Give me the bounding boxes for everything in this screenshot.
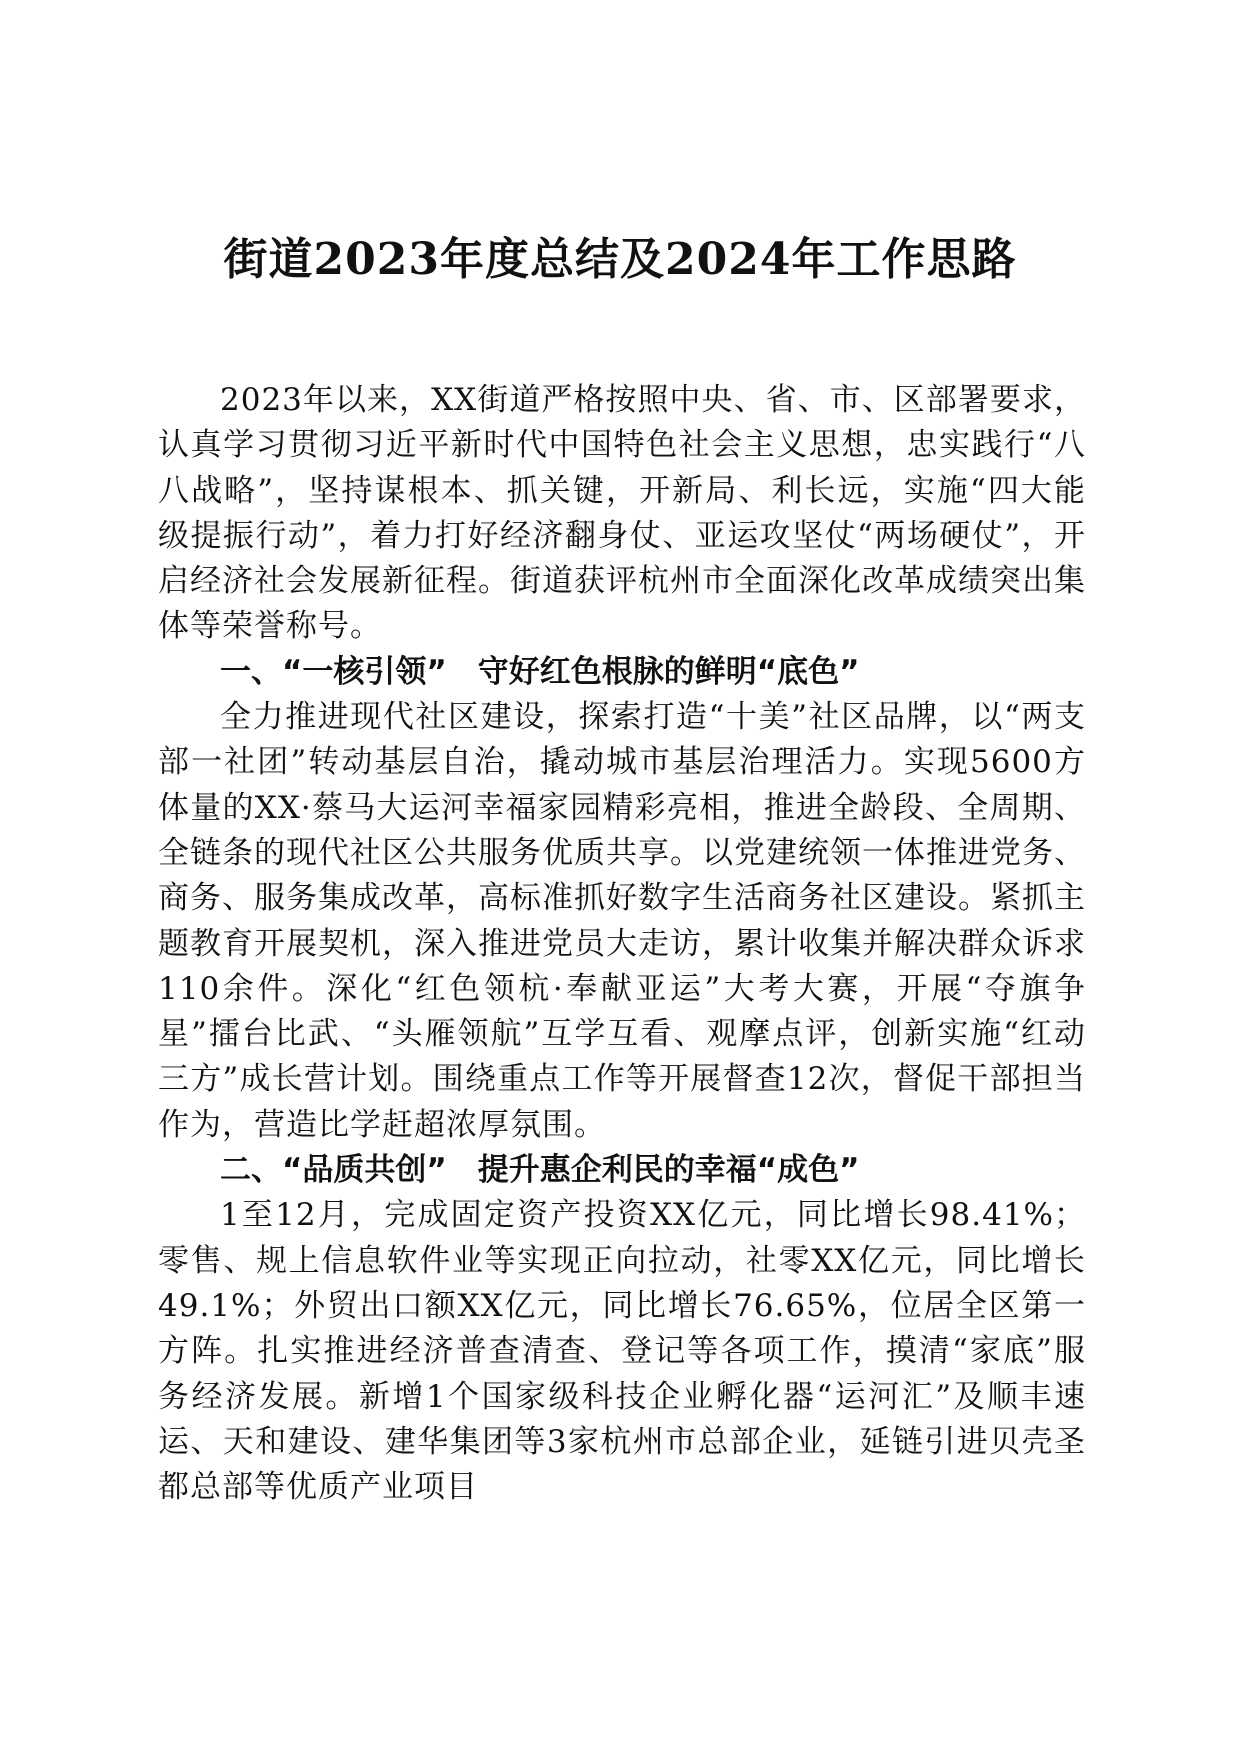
section-body-1: 全力推进现代社区建设，探索打造“十美”社区品牌，以“两支部一社团”转动基层自治，撬动城市基层治理活力。实现5600方体量的XX·蔡马大运河幸福家园精彩亮相，推进全龄段、全周期、全链条的现代社区公共服务优质共享。以党建统领一体推进党务、商务、服务集成改革，高标准抓好数字生活商务社区建设。紧抓主题教育开展契机，深入推进党员大走访，累计收集并解决群众诉求110余件。深化“红色领杭·奉献亚运”大考大赛，开展“夺旗争星”擂台比武、“头雁领航”互学互看、观摩点评，创新实施“红动三方”成长营计划。围绕重点工作等开展督查12次，督促干部担当作为，营造比学赶超浓厚氛围。 [158,699,1086,1143]
section-body-2: 1至12月，完成固定资产投资XX亿元，同比增长98.41%；零售、规上信息软件业等实现正向拉动，社零XX亿元，同比增长49.1%；外贸出口额XX亿元，同比增长76.65%，位居全区第一方阵。扎实推进经济普查清查、登记等各项工作，摸清“家底”服务经济发展。新增1个国家级科技企业孵化器“运河汇”及顺丰速运、天和建设、建华集团等3家杭州市总部企业，延链引进贝壳圣都总部等优质产业项目 [158,1197,1086,1506]
document-title: 街道2023年度总结及2024年工作思路 [223,234,1017,285]
intro-paragraph: 2023年以来，XX街道严格按照中央、省、市、区部署要求，认真学习贯彻习近平新时代中国特色社会主义思想，忠实践行“八八战略”，坚持谋根本、抓关键，开新局、利长远，实施“四大能级提振行动”，着力打好经济翻身仗、亚运攻坚仗“两场硬仗”，开启经济社会发展新征程。街道获评杭州市全面深化改革成绩突出集体等荣誉称号。 [158,382,1086,645]
section-heading-2: 二、“品质共创” 提升惠企利民的幸福“成色” [220,1152,860,1189]
document-body [158,378,1086,1510]
section-heading-1: 一、“一核引领” 守好红色根脉的鲜明“底色” [220,653,860,690]
